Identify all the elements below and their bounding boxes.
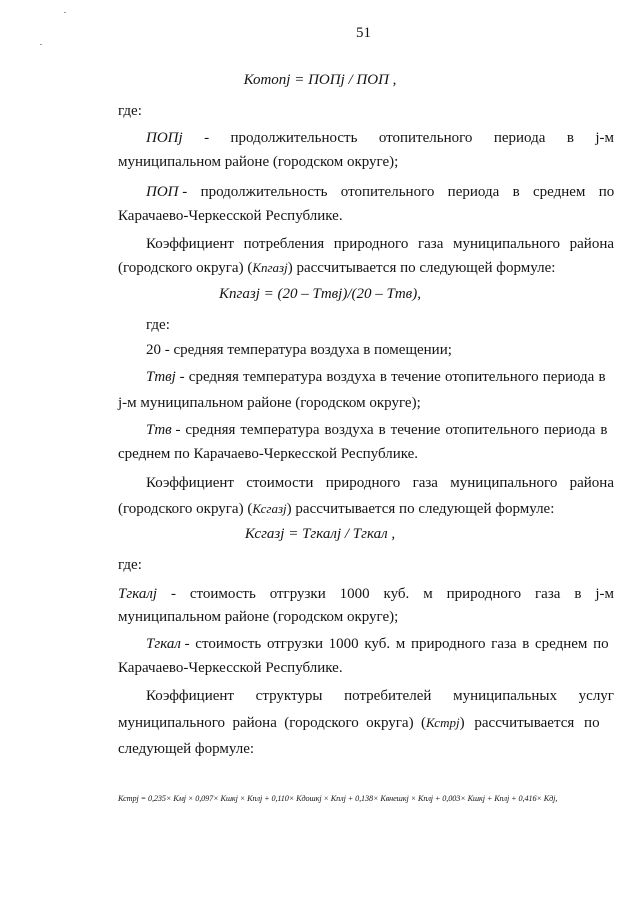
t20-definition: 20 - средняя температура воздуха в помещении; <box>146 342 452 358</box>
pop-j-definition-line2: муниципальном районе (городском округе); <box>118 154 399 170</box>
tgkalj-definition-line1: Тгкалj - стоимость отгрузки 1000 куб. м природного газа в j-м <box>118 586 614 602</box>
pop-j-definition-line1: ПОПj - продолжительность отопительного периода в j-м <box>146 130 614 146</box>
kstr-paragraph-line1: Коэффициент структуры потребителей муниципальных услуг <box>146 688 614 704</box>
ttvj-definition-line1: Ттвj - средняя температура воздуха в течение отопительного периода в <box>146 369 606 385</box>
kpgaz-paragraph-line2: (городского округа) (Кпгазj) рассчитывается по следующей формуле: <box>118 260 556 276</box>
kstr-paragraph-line2: муниципального района (городского округа) (Кстрj) рассчитывается по <box>118 715 600 731</box>
ttv-definition-line2: среднем по Карачаево-Черкесской Республике. <box>118 446 419 462</box>
formula-kpgaz: Кпгазj = (20 – Ттвj)/(20 – Ттв), <box>219 286 421 302</box>
tgkal-definition-line1: Тгкал - стоимость отгрузки 1000 куб. м природного газа в среднем по <box>146 636 609 652</box>
pop-symbol: ПОП <box>146 184 179 200</box>
kpgaz-symbol: Кпгазj <box>252 260 288 275</box>
pop-j-symbol: ПОПj <box>146 130 183 146</box>
pop-definition-line2: Карачаево-Черкесской Республике. <box>118 208 343 224</box>
formula-kotop: Котопj = ПОПj / ПОП , <box>243 72 397 88</box>
where-label-2: где: <box>146 317 170 333</box>
tgkalj-symbol: Тгкалj <box>118 586 158 602</box>
kstr-paragraph-line3: следующей формуле: <box>118 741 255 757</box>
ksgaz-paragraph-line1: Коэффициент стоимости природного газа муниципального района <box>146 475 614 491</box>
ksgaz-paragraph-line2: (городского округа) (Ксгазj) рассчитывается по следующей формуле: <box>118 501 555 517</box>
where-label-3: где: <box>118 557 142 573</box>
tgkal-definition-line2: Карачаево-Черкесской Республике. <box>118 660 343 676</box>
kpgaz-paragraph-line1: Коэффициент потребления природного газа муниципального района <box>146 236 614 252</box>
ttvj-definition-line2: j-м муниципальном районе (городском округе); <box>118 395 421 411</box>
page-number: 51 <box>356 25 371 41</box>
where-label-1: где: <box>118 103 142 119</box>
ksgaz-symbol: Ксгазj <box>252 501 287 516</box>
ttvj-symbol: Ттвj <box>146 369 176 385</box>
ttv-symbol: Ттв <box>146 422 172 438</box>
tgkal-symbol: Тгкал <box>146 636 181 652</box>
ttv-definition-line1: Ттв - средняя температура воздуха в течение отопительного периода в <box>146 422 608 438</box>
tgkalj-definition-line2: муниципальном районе (городском округе); <box>118 609 399 625</box>
formula-ksgaz: Ксгазj = Тгкалj / Тгкал , <box>244 526 396 542</box>
kstr-symbol: Кстрj <box>426 715 460 730</box>
pop-definition-line1: ПОП - продолжительность отопительного периода в среднем по <box>146 184 615 200</box>
formula-kstr: Кстрj = 0,235× Кмj × 0,097× Кшкj × Кплj + 0,110× Кдошкj × Кплj + 0,138× Квнешкj × Кплj + 0,003× Кшкj + Кплj + 0,416× Кдj, <box>118 794 558 803</box>
